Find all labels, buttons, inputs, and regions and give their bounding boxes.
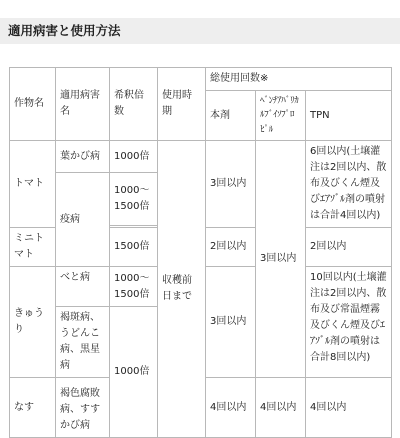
- disease-downy-mildew: べと病: [56, 267, 110, 307]
- tpn-mini-tomato: 2回以内: [306, 228, 392, 267]
- header-crop: 作物名: [10, 68, 56, 141]
- disease-brown-spot: 褐斑病、うどんこ病、黒星病: [56, 307, 110, 378]
- crop-tomato: トマト: [10, 141, 56, 228]
- disease-leaf-mold: 葉かび病: [56, 141, 110, 173]
- this-agent-eggplant: 4回以内: [206, 378, 256, 438]
- disease-blight: 疫病: [56, 173, 110, 267]
- usage-table: [9, 67, 392, 438]
- benthiavalicarb-main: 3回以内: [256, 141, 306, 378]
- benthiavalicarb-eggplant: 4回以内: [256, 378, 306, 438]
- tpn-eggplant: 4回以内: [306, 378, 392, 438]
- header-timing: 使用時期: [158, 68, 206, 141]
- this-agent-tomato: 3回以内: [206, 141, 256, 228]
- header-tpn: TPN: [306, 91, 392, 141]
- header-disease: 適用病害名: [56, 68, 110, 141]
- table-header-row: [10, 68, 392, 91]
- header-dilution: 希釈倍数: [110, 68, 158, 141]
- crop-eggplant: なす: [10, 378, 56, 438]
- dilution-cell: 1500倍: [110, 228, 158, 267]
- header-this-agent: 本剤: [206, 91, 256, 141]
- crop-mini-tomato: ミニトマト: [10, 228, 56, 267]
- dilution-cell: 1000～1500倍: [110, 173, 158, 226]
- header-total-uses: 総使用回数※: [206, 68, 392, 91]
- section-title: 適用病害と使用方法: [8, 23, 121, 38]
- disease-brown-rot: 褐色腐敗病、すすかび病: [56, 378, 110, 438]
- dilution-cell: 1000～1500倍: [110, 267, 158, 307]
- header-benthiavalicarb: ﾍﾞﾝﾁｱﾊﾞﾘｶﾙﾌﾞｲｿﾌﾟﾛﾋﾟﾙ: [256, 91, 306, 141]
- this-agent-cucumber: 3回以内: [206, 267, 256, 378]
- timing-cell: 収穫前日まで: [158, 141, 206, 438]
- this-agent-mini-tomato: 2回以内: [206, 228, 256, 267]
- tpn-cucumber: 10回以内(土壌灌注は2回以内、散布及び常温煙霧及びくん煙及びｴｱｿﾞﾙ剤の噴射は合計8回以内): [306, 267, 392, 378]
- dilution-cell: 1000倍: [110, 307, 158, 438]
- dilution-cell: 1000倍: [110, 141, 158, 173]
- section-header: [0, 18, 400, 44]
- table-row: [10, 141, 392, 173]
- tpn-tomato: 6回以内(土壌灌注は2回以内、散布及びくん煙及びｴｱｿﾞﾙ剤の噴射は合計4回以内): [306, 141, 392, 228]
- crop-cucumber: きゅうり: [10, 267, 56, 378]
